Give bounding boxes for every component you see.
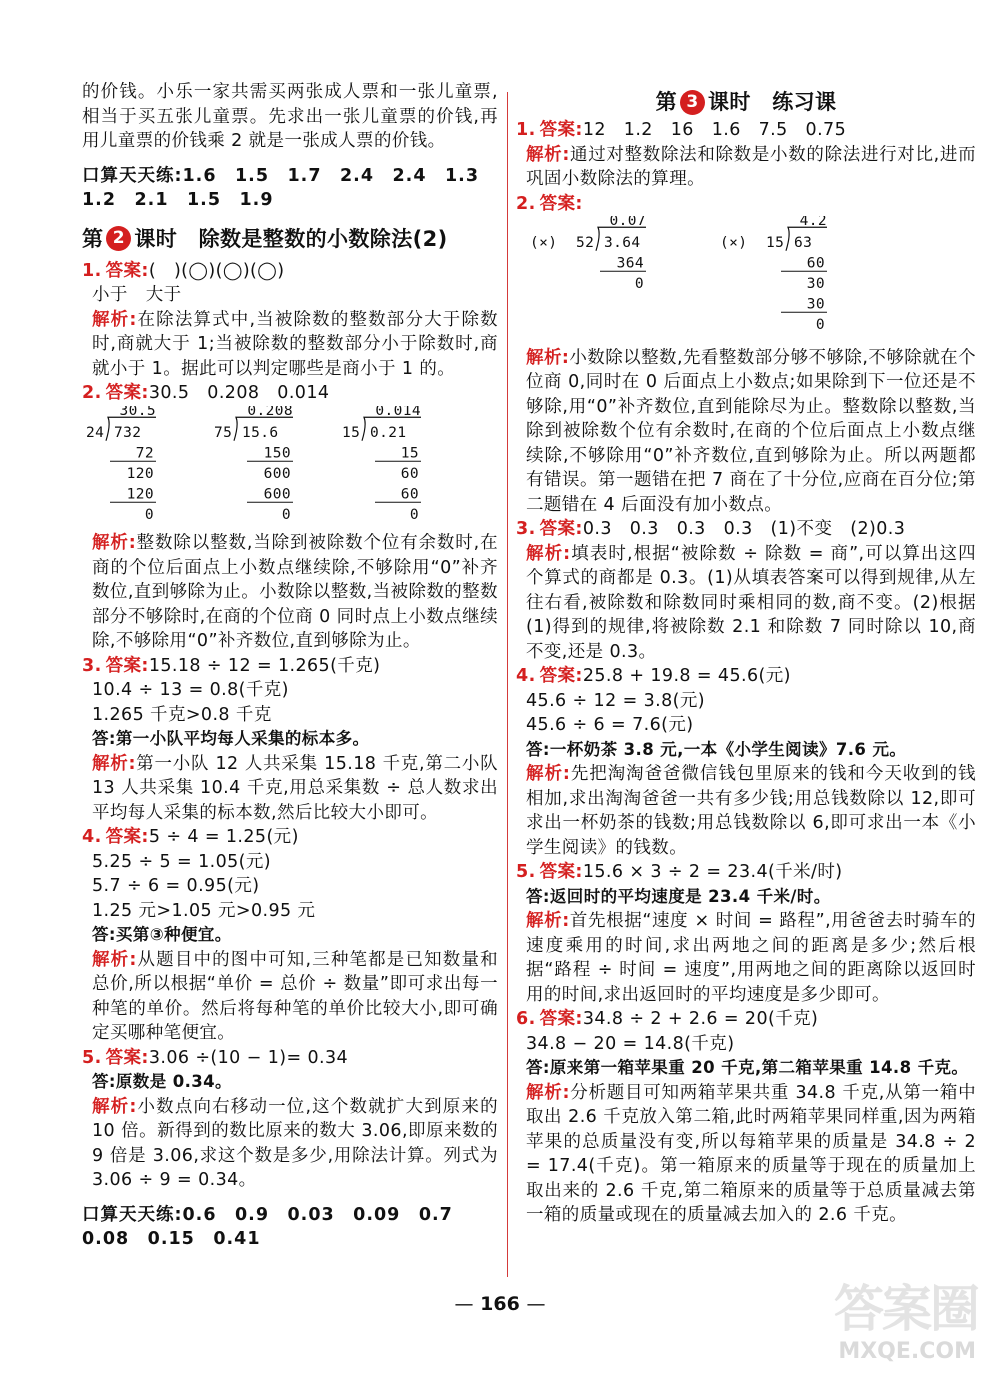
page-number	[440, 1293, 560, 1315]
r-q4-answer	[516, 664, 976, 689]
analysis-label: 解析:	[92, 533, 137, 553]
division-step: 0	[815, 316, 825, 333]
q1-number: 1.	[82, 260, 102, 281]
answer-label: 答案:	[539, 120, 583, 140]
r-q6-conclusion: 答:原来第一箱苹果重 20 千克,第二箱苹果重 14.8 千克。	[526, 1058, 969, 1077]
r-q4-number: 4.	[516, 666, 536, 686]
q2-number: 2.	[82, 383, 102, 403]
r-q4-analysis-text: 先把淘淘爸爸微信钱包里原来的钱和今天收到的钱相加,求出淘淘爸爸一共有多少钱;用总钱数除以 12,即可求出一杯奶茶的钱数;用总钱数除以 6,即可求出一本《小学生阅读》的钱数。	[526, 764, 976, 858]
q5-analysis-text: 小数点向右移动一位,这个数就扩大到原来的 10 倍。新得到的数比原来的数大 3.06,即原来数的 9 倍是 3.06,求这个数是多少,用除法计算。列式为 3.06 ÷ 9 = 0.34。	[92, 1096, 499, 1190]
oral-values: 0.6 0.9 0.03 0.09 0.7 0.08 0.15 0.41	[82, 1204, 472, 1249]
r-q2-number: 2.	[516, 193, 536, 214]
q3-analysis	[82, 752, 498, 826]
page-dash-right: —	[526, 1293, 546, 1315]
r-q1-answer-text: 12 1.2 16 1.6 7.5 0.75	[582, 120, 847, 140]
r-q1-analysis-text: 通过对整数除法和除数是小数的除法进行对比,进而巩固小数除法的算理。	[526, 144, 976, 189]
division-step: 0	[281, 506, 291, 523]
q2-analysis	[82, 531, 498, 654]
division-step: 120	[126, 485, 154, 502]
r-q4-line3: 45.6 ÷ 6 = 7.6(元)	[526, 715, 694, 735]
left-column	[82, 0, 498, 1252]
analysis-label: 解析:	[92, 309, 137, 330]
r-q3-analysis-text: 填表时,根据“被除数 ÷ 除数 = 商”,可以算出这四个算式的商都是 0.3。(1)从填表答案可以得到规律,从左往右看,被除数和除数同时乘相同的数,商不变。(2)根据(1)得到的规律,将被除数 2.1 和除数 7 同时除以 10,商不变,还是 0.3。	[526, 543, 976, 662]
quotient: 0.208	[247, 405, 293, 419]
r-q1-answer	[516, 118, 976, 143]
q1-analysis-text: 在除法算式中,当被除数的整数部分大于除数时,商就大于 1;当被除数的整数部分小于除数时,商就小于 1。据此可以判定哪些是商小于 1 的。	[92, 309, 499, 379]
q3-line2: 10.4 ÷ 13 = 0.8(千克)	[92, 680, 289, 700]
q5-analysis	[82, 1095, 498, 1193]
q2-answer-text: 30.5 0.208 0.014	[148, 383, 330, 403]
q2-answer	[82, 381, 498, 406]
q3-conclusion: 答:第一小队平均每人采集的标本多。	[92, 729, 370, 748]
q4-analysis-text: 从题目中的图中可知,三种笔都是已知数量和总价,所以根据“单价 = 总价 ÷ 数量”即可求出每一种笔的单价。然后将每种笔的单价比较大小,即可确定买哪种笔便宜。	[92, 949, 499, 1043]
watermark-url: MXQE.COM	[838, 1339, 976, 1364]
divisor: 15	[342, 424, 361, 441]
division-step: 150	[263, 444, 291, 461]
divisor: 15	[766, 234, 785, 251]
division-step: 60	[806, 255, 825, 272]
q4-answer	[82, 825, 498, 850]
r-q3-analysis	[516, 542, 976, 665]
r-q5-analysis	[516, 909, 976, 1007]
lesson-prefix: 第	[655, 90, 677, 114]
oral-practice-1	[82, 164, 498, 213]
division-step: 60	[400, 485, 419, 502]
r-q5-conclusion: 答:返回时的平均速度是 23.4 千米/时。	[526, 886, 831, 906]
page-dash-left: —	[454, 1293, 474, 1315]
dividend: 0.21	[370, 424, 407, 441]
q4-answer-text: 5 ÷ 4 = 1.25(元)	[148, 827, 299, 847]
answer-label: 答案:	[539, 193, 583, 214]
oral-label: 口算天天练:	[82, 165, 183, 186]
division-step: 15	[400, 444, 419, 461]
q5-conclusion: 答:原数是 0.34。	[92, 1072, 232, 1091]
oral-values: 1.6 1.5 1.7 2.4 2.4 1.3 1.2 2.1 1.5 1.9	[82, 165, 498, 210]
q1-answer-text: ( )(◯)(◯)(◯)	[148, 260, 285, 281]
analysis-label: 解析:	[526, 1082, 570, 1103]
r-q4-answer-text: 25.8 + 19.8 = 45.6(元)	[582, 666, 791, 686]
quotient: 30.5	[119, 405, 156, 419]
error-mark: (×)	[530, 234, 558, 251]
r-q3-answer	[516, 517, 976, 542]
division-step: 0	[409, 506, 419, 523]
lesson-title: 课时 除数是整数的小数除法(2)	[134, 226, 448, 251]
dividend: 63	[794, 234, 813, 251]
r-q4-conclusion: 答:一杯奶茶 3.8 元,一本《小学生阅读》7.6 元。	[526, 739, 907, 759]
divisor: 75	[214, 424, 233, 441]
q3-number: 3.	[82, 655, 102, 676]
r-q5-analysis-text: 首先根据“速度 × 时间 = 路程”,用爸爸去时骑车的速度乘用的时间,求出两地之间的距离是多少;然后根据“路程 ÷ 时间 = 速度”,用两地之间的距离除以返回时用的时间,求出返回时的平均速度是多少即可。	[526, 911, 976, 1005]
watermark-text: 答案圈	[834, 1280, 978, 1338]
analysis-label: 解析:	[92, 949, 137, 970]
q2-analysis-text: 整数除以整数,当除到被除数个位有余数时,在商的个位后面点上小数点继续除,不够除用“0”补齐数位,直到够除为止。小数除以整数,当被除数的整数部分不够除时,在商的个位商 0 同时点上小数点继续除,不够除用“0”补齐数位,直到够除为止。	[92, 533, 498, 651]
oral-label: 口算天天练:	[82, 1204, 183, 1225]
division-step: 364	[616, 255, 644, 272]
r-q6-answer	[516, 1007, 976, 1032]
lesson-title: 课时 练习课	[708, 90, 837, 114]
answer-label: 答案:	[539, 862, 583, 882]
r-q4-analysis	[516, 762, 976, 860]
division-step: 0	[144, 506, 154, 523]
q4-line2: 5.25 ÷ 5 = 1.05(元)	[92, 851, 271, 872]
long-division-group-right	[516, 216, 956, 338]
q4-line4: 1.25 元>1.05 元>0.95 元	[92, 900, 316, 921]
quotient: 0.014	[375, 405, 421, 419]
answer-label: 答案:	[105, 827, 149, 847]
r-q2-analysis-text: 小数除以整数,先看整数部分够不够除,不够除就在个位商 0,同时在 0 后面点上小数点;如果除到下一位还是不够除,用“0”补齐数位,直到能除尽为止。整数除以整数,当除到被除数个位有余数时,在商的个位后面点上小数点继续除,不够除用“0”补齐数位,直到够除为止。所以两题都有错误。第一题错在把 7 商在了十分位,应商在百分位;第二题错在 4 后面没有加小数点。	[526, 347, 976, 515]
q5-number: 5.	[82, 1047, 102, 1068]
q1-analysis	[82, 308, 498, 382]
r-q2-answer	[516, 192, 976, 217]
q4-conclusion: 答:买第③种便宜。	[92, 925, 232, 944]
q1-line2: 小于 大于	[92, 285, 182, 305]
lesson-number-badge: 3	[680, 90, 705, 115]
r-q1-analysis	[516, 143, 976, 192]
analysis-label: 解析:	[526, 144, 570, 165]
analysis-label: 解析:	[526, 764, 571, 784]
division-step: 600	[263, 485, 291, 502]
r-q5-number: 5.	[516, 862, 536, 882]
r-q4-line2: 45.6 ÷ 12 = 3.8(元)	[526, 690, 705, 711]
dividend: 15.6	[242, 424, 279, 441]
dividend: 732	[114, 424, 142, 441]
division-step: 30	[806, 275, 825, 292]
column-divider	[507, 92, 508, 1277]
answer-label: 答案:	[105, 1047, 149, 1068]
divisor: 52	[576, 234, 595, 251]
q3-line3: 1.265 千克>0.8 千克	[92, 704, 272, 725]
q4-line3: 5.7 ÷ 6 = 0.95(元)	[92, 876, 260, 896]
watermark-logo	[832, 1269, 982, 1379]
division-step: 72	[135, 444, 154, 461]
lesson-2-heading	[82, 223, 498, 255]
q4-analysis	[82, 948, 498, 1046]
error-mark: (×)	[720, 234, 748, 251]
r-q3-answer-text: 0.3 0.3 0.3 0.3 (1)不变 (2)0.3	[582, 519, 906, 539]
r-q5-answer-text: 15.6 × 3 ÷ 2 = 23.4(千米/时)	[582, 862, 843, 882]
q1-answer	[82, 259, 498, 284]
answer-label: 答案:	[539, 666, 583, 686]
answer-label: 答案:	[539, 519, 583, 539]
answer-label: 答案:	[105, 260, 149, 281]
intro-paragraph: 的价钱。小乐一家共需买两张成人票和一张儿童票,相当于买五张儿童票。先求出一张儿童票的价钱,再用儿童票的价钱乘 2 就是一张成人票的价钱。	[82, 82, 498, 151]
q3-answer	[82, 654, 498, 679]
r-q6-number: 6.	[516, 1009, 536, 1029]
divisor: 24	[86, 424, 105, 441]
r-q3-number: 3.	[516, 519, 536, 539]
long-division-group-left	[82, 406, 492, 524]
analysis-label: 解析:	[92, 1096, 137, 1117]
r-q2-analysis	[516, 346, 976, 518]
oral-practice-2	[82, 1203, 498, 1252]
q3-analysis-text: 第一小队 12 人共采集 15.18 千克,第二小队 13 人共采集 10.4 千克,用总采集数 ÷ 总人数求出平均每人采集的标本数,然后比较大小即可。	[92, 753, 498, 823]
division-step: 60	[400, 465, 419, 482]
lesson-3-heading	[516, 86, 976, 118]
q5-answer	[82, 1046, 498, 1071]
division-step: 30	[806, 296, 825, 313]
r-q6-analysis-text: 分析题目可知两箱苹果共重 34.8 千克,从第一箱中取出 2.6 千克放入第二箱,此时两箱苹果同样重,因为两箱苹果的总质量没有变,所以每箱苹果的质量是 34.8 ÷ 2 = 17.4(千克)。第一箱原来的质量等于现在的质量加上取出来的 2.6 千克,第二箱原来的质量等于总质量减去第一箱的质量或现在的质量减去加入的 2.6 千克。	[526, 1082, 976, 1225]
division-step: 0	[634, 275, 644, 292]
right-column	[516, 0, 976, 1228]
quotient: 4.2	[799, 216, 827, 230]
analysis-label: 解析:	[526, 543, 571, 564]
r-q6-line2: 34.8 − 20 = 14.8(千克)	[526, 1033, 735, 1054]
division-step: 120	[126, 465, 154, 482]
dividend: 3.64	[604, 234, 641, 251]
r-q5-answer	[516, 860, 976, 885]
r-q6-answer-text: 34.8 ÷ 2 + 2.6 = 20(千克)	[582, 1009, 819, 1029]
q4-number: 4.	[82, 827, 102, 847]
analysis-label: 解析:	[92, 753, 136, 774]
analysis-label: 解析:	[526, 911, 570, 931]
lesson-prefix: 第	[82, 226, 104, 251]
answer-label: 答案:	[105, 655, 149, 676]
q5-answer-text: 3.06 ÷(10 − 1)= 0.34	[148, 1047, 349, 1068]
q3-answer-text: 15.18 ÷ 12 = 1.265(千克)	[148, 655, 381, 676]
r-q1-number: 1.	[516, 120, 536, 140]
answer-label: 答案:	[539, 1009, 583, 1029]
page-number-text: 166	[480, 1293, 520, 1315]
r-q6-analysis	[516, 1081, 976, 1228]
quotient: 0.07	[609, 216, 646, 230]
analysis-label: 解析:	[526, 347, 570, 368]
division-step: 600	[263, 465, 291, 482]
lesson-number-badge: 2	[106, 226, 131, 251]
answer-label: 答案:	[105, 383, 149, 403]
